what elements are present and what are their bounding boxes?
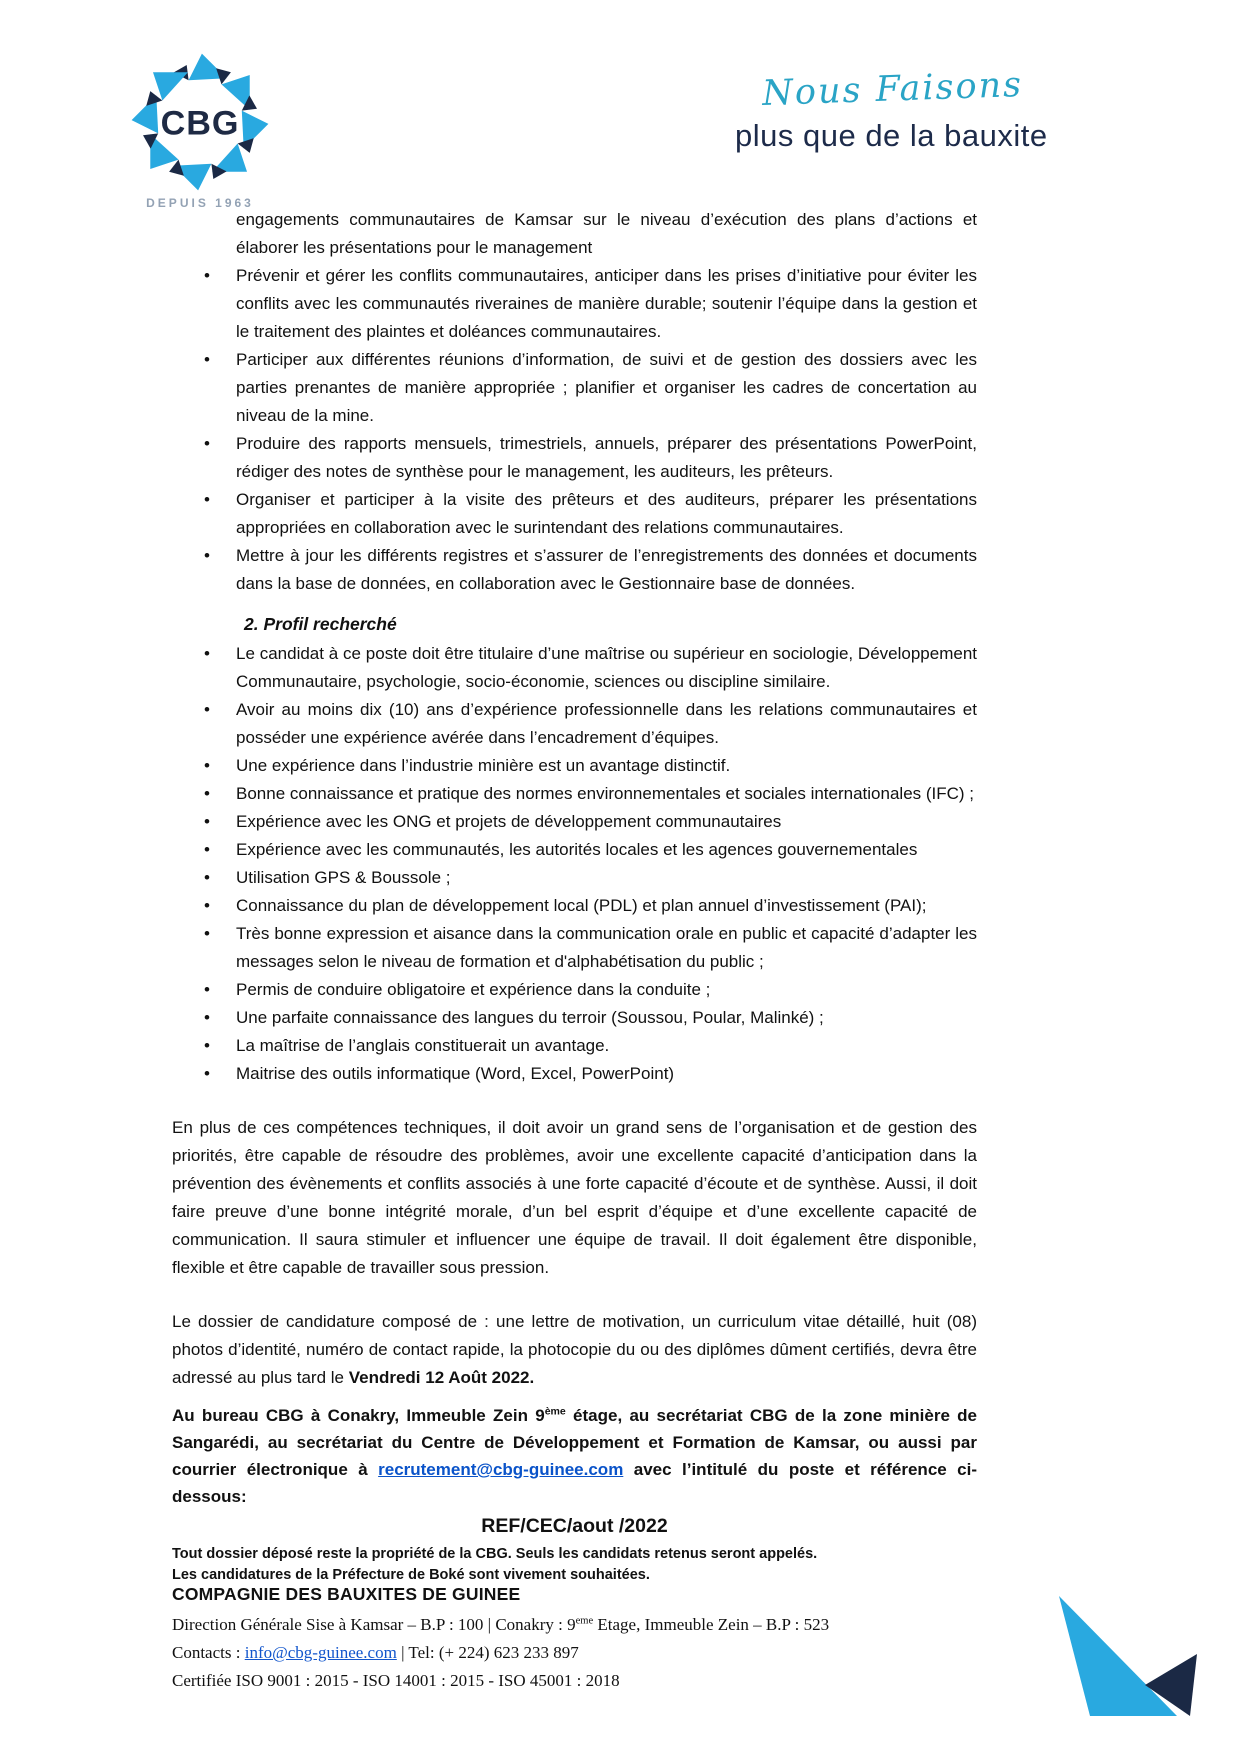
document-body	[172, 206, 977, 1586]
list-item: • La maîtrise de l’anglais constituerait un avantage.	[172, 1032, 977, 1060]
paragraph-competences: En plus de ces compétences techniques, il doit avoir un grand sens de l’organisation et de gestion des priorités, être capable de résoudre des problèmes, avoir une excellente capacité d’anticipation dans la prévention des évènements et conflits associés à une forte capacité d’écoute et de synthèse. Aussi, il doit faire preuve d’une bonne intégrité morale, d’un bel esprit d’équipe et d’une excellente capacité de communication. Il saura stimuler et influencer une équipe de travail. Il doit également être disponible, flexible et être capable de travailler sous pression.	[172, 1118, 977, 1277]
list-item: • Expérience avec les ONG et projets de développement communautaires	[172, 808, 977, 836]
footer-address-2: Etage, Immeuble Zein – B.P : 523	[593, 1615, 830, 1634]
list-item: • Prévenir et gérer les conflits communautaires, anticiper dans les prises d’initiative pour éviter les conflits avec les communautés riveraines de manière durable; soutenir l’équipe dans la gestion et le traitement des plaintes et doléances communautaires.	[172, 262, 977, 346]
bureau-text-2: étage, au secrétariat CBG de la zone minière de Sangarédi, au secrétariat du Centre de Développement et Formation de Kamsar, ou aussi par courrier électronique à	[172, 1406, 978, 1479]
list-item: • Avoir au moins dix (10) ans d’expérience professionnelle dans les relations communautaires et posséder une expérience avérée dans l’encadrement d’équipes.	[172, 696, 977, 752]
bureau-superscript: ème	[544, 1405, 566, 1418]
tagline-main: plus que de la bauxite	[735, 118, 1048, 153]
footer-company-name: COMPAGNIE DES BAUXITES DE GUINEE	[172, 1584, 521, 1604]
reference-line: REF/CEC/aout /2022	[481, 1515, 668, 1537]
list-item: • Une expérience dans l’industrie minière est un avantage distinctif.	[172, 752, 977, 780]
paragraph-bureau	[172, 1402, 977, 1510]
dossier-deadline: Vendredi 12 Août 2022.	[348, 1368, 535, 1387]
footer-contacts-tel: | Tel: (+ 224) 623 233 897	[396, 1643, 579, 1662]
bureau-text-3: avec l’intitulé du poste et référence ci-dessous:	[172, 1460, 978, 1506]
list-item: • Maitrise des outils informatique (Word, Excel, PowerPoint)	[172, 1060, 977, 1088]
cbg-logo	[124, 46, 276, 210]
footer-certification: Certifiée ISO 9001 : 2015 - ISO 14001 : 2015 - ISO 45001 : 2018	[172, 1671, 620, 1690]
note-line: Les candidatures de la Préfecture de Boké sont vivement souhaitées.	[172, 1567, 650, 1583]
cbg-logo-icon	[124, 46, 276, 198]
footer-address-1: Direction Générale Sise à Kamsar – B.P : 100 | Conakry : 9	[172, 1615, 576, 1634]
tagline	[735, 64, 1095, 154]
footer-address-superscript: eme	[575, 1615, 594, 1627]
list-item-continuation: engagements communautaires de Kamsar sur le niveau d’exécution des plans d’actions et élaborer les présentations pour le management	[236, 210, 977, 257]
list-item: • Mettre à jour les différents registres et s’assurer de l’enregistrements des données et documents dans la base de données, en collaboration avec le Gestionnaire base de données.	[172, 542, 977, 598]
tagline-script: Nous Faisons	[761, 64, 1024, 114]
list-item: • Une parfaite connaissance des langues du terroir (Soussou, Poular, Malinké) ;	[172, 1004, 977, 1032]
footer	[172, 1584, 932, 1695]
list-item: • Produire des rapports mensuels, trimestriels, annuels, préparer des présentations PowerPoint, rédiger des notes de synthèse pour le management, les auditeurs, les prêteurs.	[172, 430, 977, 486]
footer-details	[172, 1611, 932, 1695]
cbg-footer-mark-icon	[1040, 1580, 1210, 1725]
note-line: Tout dossier déposé reste la propriété de la CBG. Seuls les candidats retenus seront appelés.	[172, 1546, 818, 1562]
list-item: • Organiser et participer à la visite des prêteurs et des auditeurs, préparer les présentations appropriées en collaboration avec le surintendant des relations communautaires.	[172, 486, 977, 542]
list-item: • Participer aux différentes réunions d’information, de suivi et de gestion des dossiers avec les parties prenantes de manière appropriée ; planifier et organiser les cadres de concertation au niveau de la mine.	[172, 346, 977, 430]
section-heading-profil: 2. Profil recherché	[244, 614, 397, 634]
footer-contacts-label: Contacts :	[172, 1643, 245, 1662]
info-email-link[interactable]: info@cbg-guinee.com	[244, 1643, 397, 1662]
footer-contacts	[172, 1639, 932, 1667]
list-item: • Expérience avec les communautés, les autorités locales et les agences gouvernementales	[172, 836, 977, 864]
footer-address	[172, 1611, 932, 1639]
dossier-text: Le dossier de candidature composé de : une lettre de motivation, un curriculum vitae détaillé, huit (08) photos d’identité, numéro de contact rapide, la photocopie du ou des diplômes dûment certifiés, devra être adressé au plus tard le	[172, 1312, 977, 1387]
bureau-text-1: Au bureau CBG à Conakry, Immeuble Zein 9	[172, 1406, 545, 1425]
paragraph-dossier	[172, 1308, 977, 1392]
cbg-logo-text: CBG	[160, 104, 240, 143]
list-item: • Permis de conduire obligatoire et expérience dans la conduite ;	[172, 976, 977, 1004]
list-item: • Le candidat à ce poste doit être titulaire d’une maîtrise ou supérieur en sociologie, Développement Communautaire, psychologie, socio-économie, sciences ou discipline similaire.	[172, 640, 977, 696]
logo-since-label: DEPUIS 1963	[146, 196, 254, 210]
list-item: • Connaissance du plan de développement local (PDL) et plan annuel d’investissement (PAI);	[172, 892, 977, 920]
list-item: • Très bonne expression et aisance dans la communication orale en public et capacité d’adapter les messages selon le niveau de formation et d'alphabétisation du public ;	[172, 920, 977, 976]
list-item: • Utilisation GPS & Boussole ;	[172, 864, 977, 892]
notes-block	[172, 1544, 977, 1586]
list-item: • Bonne connaissance et pratique des normes environnementales et sociales internationales (IFC) ;	[172, 780, 977, 808]
recruitment-email-link[interactable]: recrutement@cbg-guinee.com	[378, 1460, 624, 1479]
